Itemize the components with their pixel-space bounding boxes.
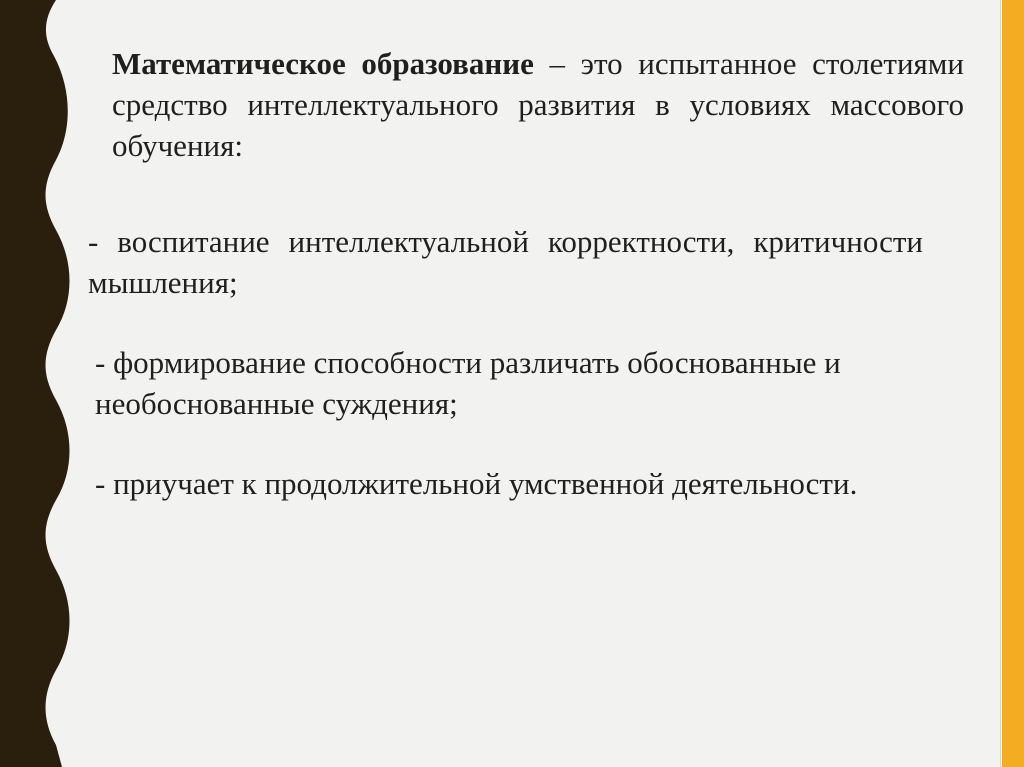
intro-bold-term: Математическое образование (112, 46, 534, 81)
intro-paragraph (112, 43, 964, 166)
list-item: - воспитание интеллектуальной корректности, критичности мышления; (88, 224, 923, 300)
wavy-left-border (0, 0, 110, 767)
accent-bar (1002, 0, 1024, 767)
list-item: - формирование способности различать обоснованные и необоснованные суждения; (95, 345, 841, 421)
intro-text: – это испытанное столетиями средство интеллектуального развития в условиях массового обучения: (112, 46, 964, 163)
divider-line (1000, 0, 1001, 767)
list-item: - приучает к продолжительной умственной деятельности. (95, 466, 858, 501)
